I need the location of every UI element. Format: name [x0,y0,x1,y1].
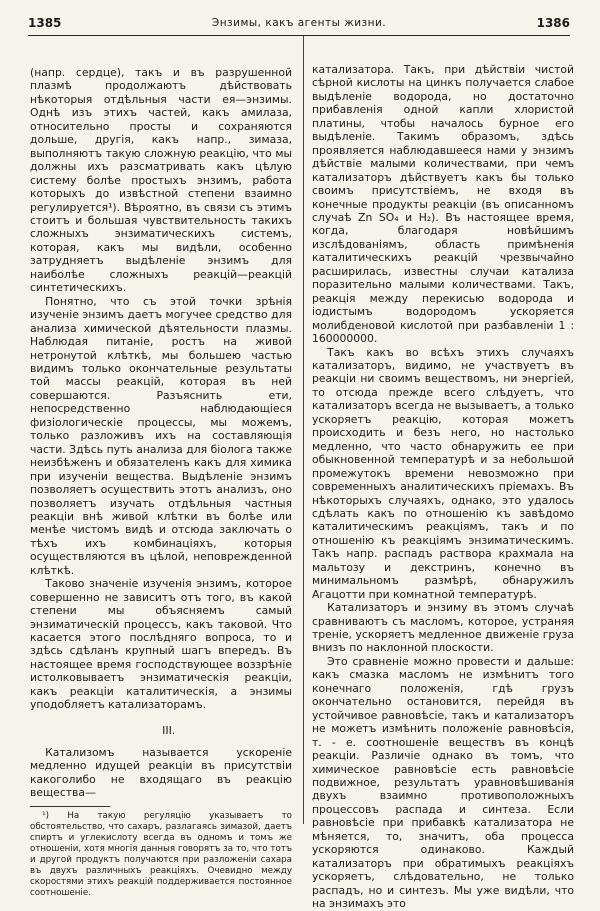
paragraph: Такъ какъ во всѣхъ этихъ случаяхъ катализаторъ, видимо, не участвуетъ въ реакціи ни своимъ веществомъ, ни энергіей, то отсюда прежде всего слѣдуетъ, что катализаторъ всегда не вызываетъ, а только ускоряетъ реакцію, которая можетъ происходить и безъ него, но настолько медленно, что часто обнаружить ее при обыкновенной температурѣ и за небольшой промежутокъ времени невозможно при современныхъ аналитическихъ пріемахъ. Въ нѣкоторыхъ случаяхъ, однако, это удалось сдѣлать какъ по отношенію къ завѣдомо каталитическимъ реакціямъ, такъ и по отношенію къ реакціямъ энзиматическимъ. Такъ напр. распадъ раствора крахмала на мальтозу и декстринъ, конечно въ минимальномъ размѣрѣ, обнаружилъ Агацотти при комнатной температурѣ. [312,345,574,601]
footnote: ¹) На такую регуляцію указываетъ то обстоятельство, что сахаръ, разлагаясь зимазой, даетъ спиртъ и углекислоту всегда въ одномъ и томъ же отношеніи, хотя многія данныя говорятъ за то, что тотъ и другой продуктъ получаются при разложеніи сахара въ двухъ различныхъ реакціяхъ. Очевидно между скоростями этихъ реакцій поддерживается постоянное соотношеніе. [30,810,292,898]
paragraph: катализатора. Такъ, при дѣйствіи чистой сѣрной кислоты на цинкъ получается слабое выдѣленіе водорода, но достаточно прибавленія одной капли хлористой платины, чтобы началось бурное его выдѣленіе. Такимъ образомъ, здѣсь проявляется наблюдавшееся нами у энзимъ дѣйствіе малыми количествами, при чемъ катализаторъ дѣйствуетъ какъ бы только своимъ присутствіемъ, не входя въ конечные продукты реакціи (въ описанномъ случаѣ Zn SO₄ и H₂). Въ настоящее время, когда, благодаря новѣйшимъ изслѣдованіямъ, область примѣненія каталитическихъ реакцій чрезвычайно расширилась, известны случаи катализа поразительно малыми количествами. Такъ, реакція между перекисью водорода и іодистымъ водородомъ ускоряется молибденовой кислотой при разбавленіи 1 : 160000000. [312,63,574,346]
left-column [30,66,292,899]
paragraph: Катализаторъ и энзиму въ этомъ случаѣ сравниваютъ съ масломъ, которое, устраняя треніе, ускоряетъ медленное движеніе груза внизъ по наклонной плоскости. [312,601,574,655]
footnote-rule [30,806,110,807]
page-number-left: 1385 [28,16,62,30]
page-number-right: 1386 [536,16,570,30]
running-header [28,14,570,32]
paragraph: Это сравненіе можно провести и дальше: какъ смазка масломъ не измѣнитъ того конечнаго положенія, гдѣ грузъ окончательно остановится, перейдя въ устойчивое равновѣсіе, такъ и катализаторъ не можетъ измѣнить положеніе равновѣсія, т. - е. соотношеніе веществъ въ концѣ реакціи. Различіе однако въ томъ, что химическое равновѣсіе есть равновѣсіе подвижное, результатъ уравновѣшиванія двухъ взаимно противоположныхъ процессовъ распада и синтеза. Если равновѣсіе при прибавкѣ катализатора не мѣняется, то, значитъ, оба процесса ускоряются одинаково. Каждый катализаторъ при обратимыхъ реакціяхъ ускоряетъ, слѣдовательно, не только распадъ, но и синтезъ. Мы уже видѣли, что на энзимахъ это [312,654,574,911]
right-column [312,63,574,911]
column-divider [303,36,304,824]
paragraph: Таково значеніе изученія энзимъ, которое совершенно не зависитъ отъ того, въ какой степени мы объясняемъ самый энзиматическій процессъ, какъ таковой. Что касается этого послѣдняго вопроса, то и здѣсь сдѣланъ крупный шагъ впередъ. Въ настоящее время господствующее воззрѣніе истолковываетъ энзиматическія реакціи, какъ реакціи каталитическія, а энзимы уподобляетъ катализаторамъ. [30,577,292,712]
header-rule [28,35,570,36]
paragraph: (напр. сердце), такъ и въ разрушенной плазмѣ продолжаютъ дѣйствовать нѣкоторыя отдѣльныя части ея—энзимы. Однѣ изъ этихъ частей, какъ амилаза, относительно просты и сохраняются дольше, другія, какъ напр., зимаза, выполняютъ такую сложную реакцію, что мы должны ихъ разсматривать какъ цѣлую систему болѣе простыхъ энзимъ, работа которыхъ до извѣстной степени взаимно регулируется¹). Вѣроятно, въ связи съ этимъ стоитъ и большая чувствительность такихъ сложныхъ энзиматическихъ системъ, которая, какъ мы видѣли, особенно затрудняетъ выдѣленіе энзимъ для наиболѣе сложныхъ реакцій—реакцій синтетическихъ. [30,66,292,295]
section-heading: III. [162,723,176,737]
paragraph: Понятно, что съ этой точки зрѣнія изученіе энзимъ даетъ могучее средство для анализа химической дѣятельности плазмы. Наблюдая питаніе, ростъ на живой нетронутой клѣткѣ, мы большею частью видимъ только окончательные результаты той массы реакцій, которая въ ней совершаются. Разъяснить ети, непосредственно наблюдающіеся физіологическіе процессы, мы можемъ, только разложивъ ихъ на составляющія части. Здѣсь путь анализа для біолога также неизбѣженъ и обязателенъ какъ для химика при изученіи вещества. Выдѣленіе энзимъ позволяетъ осуществить этотъ анализъ, оно позволяетъ изучать отдѣльныя частныя реакціи внѣ живой клѣтки въ болѣе или менѣе чистомъ видѣ и отсюда заключать о тѣхъ ихъ комбинаціяхъ, которыя осуществляются въ цѣлой, неповрежденной клѣткѣ. [30,294,292,577]
running-title: Энзимы, какъ агенты жизни. [211,17,387,29]
paragraph: Катализомъ называется ускореніе медленно идущей реакціи въ присутствіи какоголибо не входящаго въ реакцію вещества— [30,745,292,800]
